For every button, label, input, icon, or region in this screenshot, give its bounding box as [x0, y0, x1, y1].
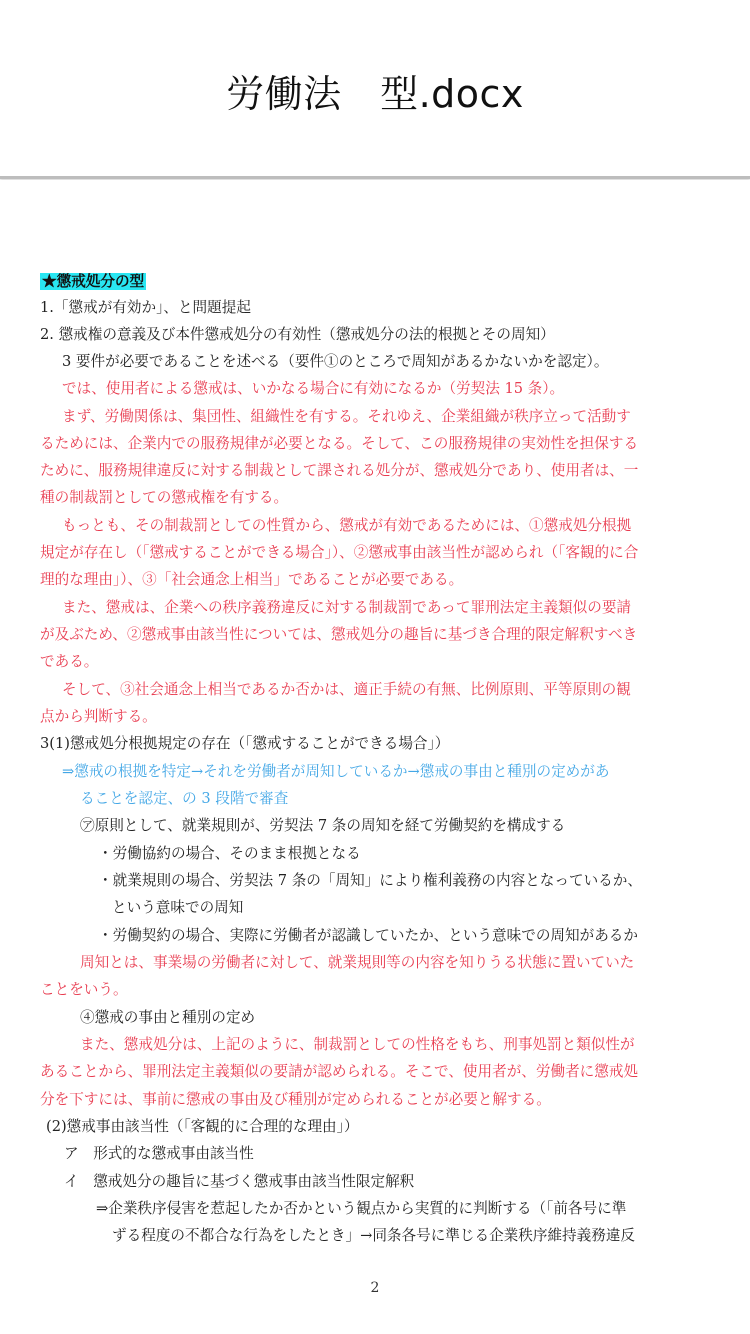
section-heading — [40, 272, 712, 292]
text-line: ア 形式的な懲戒事由該当性 — [64, 1145, 254, 1162]
text-line: ⇒懲戒の根拠を特定→それを労働者が周知しているか→懲戒の事由と種別の定めがあ — [62, 763, 610, 780]
text-line: ⇒企業秩序侵害を惹起したか否かという観点から実質的に判断する（「前各号に準 — [96, 1200, 627, 1217]
text-line: もっとも、その制裁罰としての性質から、懲戒が有効であるためには、①懲戒処分根拠 — [62, 517, 632, 534]
text-line: ことをいう。 — [40, 981, 128, 998]
document-header — [0, 0, 750, 179]
text-line: 理的な理由」）、③「社会通念上相当」であることが必要である。 — [40, 571, 464, 588]
text-line: 規定が存在し（「懲戒することができる場合」）、②懲戒事由該当性が認められ（「客観的に合 — [40, 544, 639, 561]
text-line: ④懲戒の事由と種別の定め — [80, 1009, 256, 1026]
text-line: 周知とは、事業場の労働者に対して、就業規則等の内容を知りうる状態に置いていた — [80, 954, 635, 971]
text-line: ・就業規則の場合、労契法 7 条の「周知」により権利義務の内容となっているか、 — [98, 872, 642, 889]
text-line: では、使用者による懲戒は、いかなる場合に有効になるか（労契法 15 条）。 — [62, 380, 565, 397]
text-line: が及ぶため、②懲戒事由該当性については、懲戒処分の趣旨に基づき合理的限定解釈すべき — [40, 626, 638, 643]
text-line: そして、③社会通念上相当であるか否かは、適正手続の有無、比例原則、平等原則の観 — [62, 681, 631, 698]
text-line: るためには、企業内での服務規律が必要となる。そして、この服務規律の実効性を担保する — [40, 435, 639, 452]
text-line: 種の制裁罰としての懲戒権を有する。 — [40, 489, 289, 506]
page-number: 2 — [370, 1280, 380, 1296]
text-line: (2)懲戒事由該当性（「客観的に合理的な理由」） — [46, 1118, 359, 1135]
text-line: 点から判断する。 — [40, 708, 157, 725]
text-line: まず、労働関係は、集団性、組織性を有する。それゆえ、企業組織が秩序立って活動す — [62, 408, 631, 425]
text-line: である。 — [40, 653, 99, 670]
text-line: あることから、罪刑法定主義類似の要請が認められる。そこで、使用者が、労働者に懲戒処 — [40, 1063, 639, 1080]
document-page[interactable] — [0, 180, 750, 1334]
text-line: イ 懲戒処分の趣旨に基づく懲戒事由該当性限定解釈 — [64, 1173, 415, 1190]
text-line: 3 要件が必要であることを述べる（要件①のところで周知があるかないかを認定）。 — [62, 353, 609, 370]
text-line: ㋐原則として、就業規則が、労契法 7 条の周知を経て労働契約を構成する — [80, 817, 566, 834]
text-line: という意味での周知 — [112, 899, 244, 916]
text-line: ために、服務規律違反に対する制裁として課される処分が、懲戒処分であり、使用者は、一 — [40, 462, 639, 479]
text-line: 3(1)懲戒処分根拠規定の存在（「懲戒することができる場合」） — [40, 735, 450, 752]
highlighted-heading: ★懲戒処分の型 — [42, 273, 145, 290]
text-line: 2. 懲戒権の意義及び本件懲戒処分の有効性（懲戒処分の法的根拠とその周知） — [40, 326, 555, 343]
text-line: また、懲戒は、企業への秩序義務違反に対する制裁罰であって罪刑法定主義類似の要請 — [62, 599, 632, 616]
text-line: 分を下すには、事前に懲戒の事由及び種別が定められることが必要と解する。 — [40, 1091, 551, 1108]
text-line: 1.「懲戒が有効か」、と問題提起 — [40, 299, 251, 316]
document-title: 労働法 型.docx — [226, 71, 524, 116]
text-line: ることを認定、の 3 段階で審査 — [80, 790, 289, 807]
text-line: ずる程度の不都合な行為をしたとき」→同条各号に準じる企業秩序維持義務違反 — [112, 1227, 636, 1244]
text-line: ・労働契約の場合、実際に労働者が認識していたか、という意味での周知があるか — [98, 927, 638, 944]
text-line: また、懲戒処分は、上記のように、制裁罰としての性格をもち、刑事処罰と類似性が — [80, 1036, 635, 1053]
text-line: ・労働協約の場合、そのまま根拠となる — [98, 845, 361, 862]
